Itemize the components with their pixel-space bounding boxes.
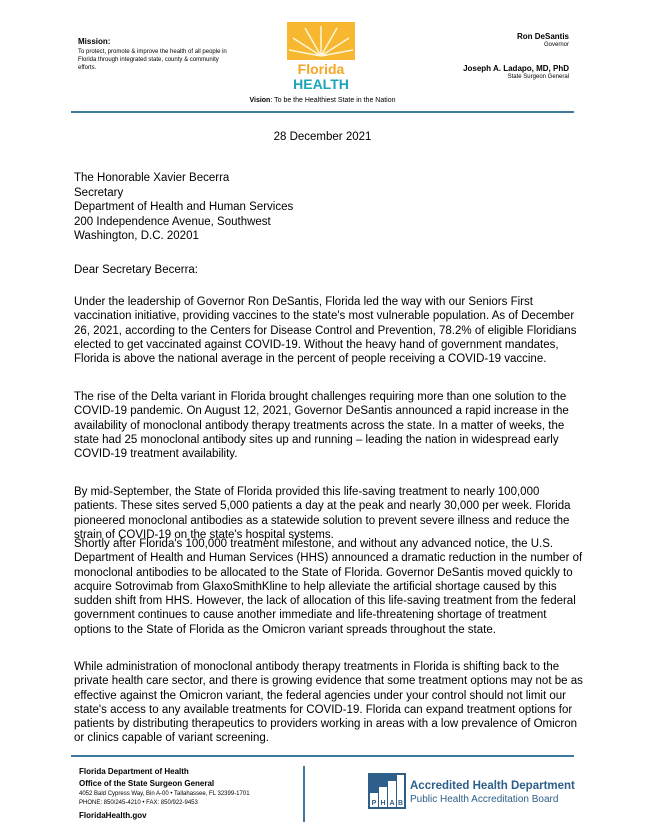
header-divider	[71, 111, 574, 113]
logo-text-top: Florida	[297, 61, 345, 77]
phab-logo-icon	[368, 773, 406, 809]
surgeon-general-title: State Surgeon General	[507, 74, 569, 80]
salutation: Dear Secretary Becerra:	[74, 264, 198, 276]
surgeon-general-name: Joseph A. Ladapo, MD, PhD	[463, 64, 569, 73]
body-paragraph: Shortly after Florida's 100,000 treatment milestone, and without any advanced notice, the U.S. Department of Health and Human Services (HHS) announced a dramatic reduction in the number of monoclonal antibodies to be allocated to the State of Florida. Governor DeSantis moved quickly to acquire Sotrovimab from GlaxoSmithKline to help alleviate the artificial shortage caused by this sudden shift from HHS. However, the lack of allocation of this life-saving treatment from the federal government continues to cause another immediate and life-threatening shortage of treatment options to the State of Florida as the Omicron variant spreads throughout the state.	[74, 538, 583, 636]
footer-address: 4052 Bald Cypress Way, Bin A-00 • Tallahassee, FL 32399-1701	[79, 791, 250, 797]
logo-text-bottom: HEALTH	[293, 76, 349, 92]
body-paragraph: Under the leadership of Governor Ron DeSantis, Florida led the way with our Seniors First vaccination initiative, providing vaccines to the state's most vulnerable population. As of December 26, 2021, according to the Centers for Disease Control and Prevention, 78.2% of eligible Floridians elected to get vaccinated against COVID-19. Without the heavy hand of government mandates, Florida is above the national average in the percent of people receiving a COVID-19 vaccine.	[74, 296, 577, 366]
mission-text: To protect, promote & improve the health of all people in Florida through integrated state, county & community efforts.	[78, 49, 227, 71]
address-line: 200 Independence Avenue, Southwest	[74, 215, 271, 228]
address-line: The Honorable Xavier Becerra	[74, 172, 230, 184]
letter-date: 28 December 2021	[273, 131, 372, 143]
footer-office: Office of the State Surgeon General	[79, 779, 215, 788]
phab-letter: A	[389, 800, 395, 807]
address-line: Secretary	[74, 186, 124, 199]
accreditation-board: Public Health Accreditation Board	[410, 794, 559, 805]
recipient-address	[74, 171, 293, 244]
body-paragraph: By mid-September, the State of Florida provided this life-saving treatment to nearly 100,000 patients. These sites served 5,000 patients a day at the peak and nearly 30,000 per week. Florida pioneered monoclonal antibodies as a statewide solution to prevent severe illness and reduce the strain of COVID-19 on the state's hospital systems.	[74, 486, 571, 541]
address-line: Washington, D.C. 20201	[74, 230, 199, 242]
footer-department: Florida Department of Health	[79, 767, 189, 776]
vision-label: Vision	[249, 97, 271, 104]
mission-heading: Mission:	[78, 37, 111, 46]
footer-vertical-divider	[303, 766, 305, 822]
body-paragraph: While administration of monoclonal antibody therapy treatments in Florida is shifting back to the private health care sector, and there is growing evidence that some treatment options may not be as effective against the Omicron variant, the federal agencies under your control should not limit our state's access to any available treatments for COVID-19. Florida can expand treatment options for patients by distributing therapeutics to providers working in areas with a low prevalence of Omicron or clinics capable of variant screening.	[74, 661, 583, 745]
vision-text: : To be the Healthiest State in the Nation	[270, 97, 396, 104]
governor-name: Ron DeSantis	[516, 32, 569, 41]
florida-health-logo	[287, 22, 355, 92]
governor-title: Governor	[543, 42, 569, 48]
address-line: Department of Health and Human Services	[74, 201, 294, 213]
accredited-title: Accredited Health Department	[410, 780, 575, 792]
phab-letter: H	[380, 800, 386, 807]
phab-letter: B	[397, 800, 404, 807]
vision-statement	[0, 97, 645, 104]
footer-website: FloridaHealth.gov	[79, 811, 147, 820]
footer-divider	[71, 755, 574, 757]
body-paragraph: The rise of the Delta variant in Florida brought challenges requiring more than one solution to the COVID-19 pandemic. On August 12, 2021, Governor DeSantis announced a rapid increase in the availability of monoclonal antibody therapy treatments across the state. In a matter of weeks, the state had 25 monoclonal antibody sites up and running – leading the nation in widespread early COVID-19 treatment availability.	[74, 391, 569, 461]
footer-phone: PHONE: 850/245-4210 • FAX: 850/922-9453	[79, 800, 198, 806]
phab-letter: P	[371, 800, 377, 807]
